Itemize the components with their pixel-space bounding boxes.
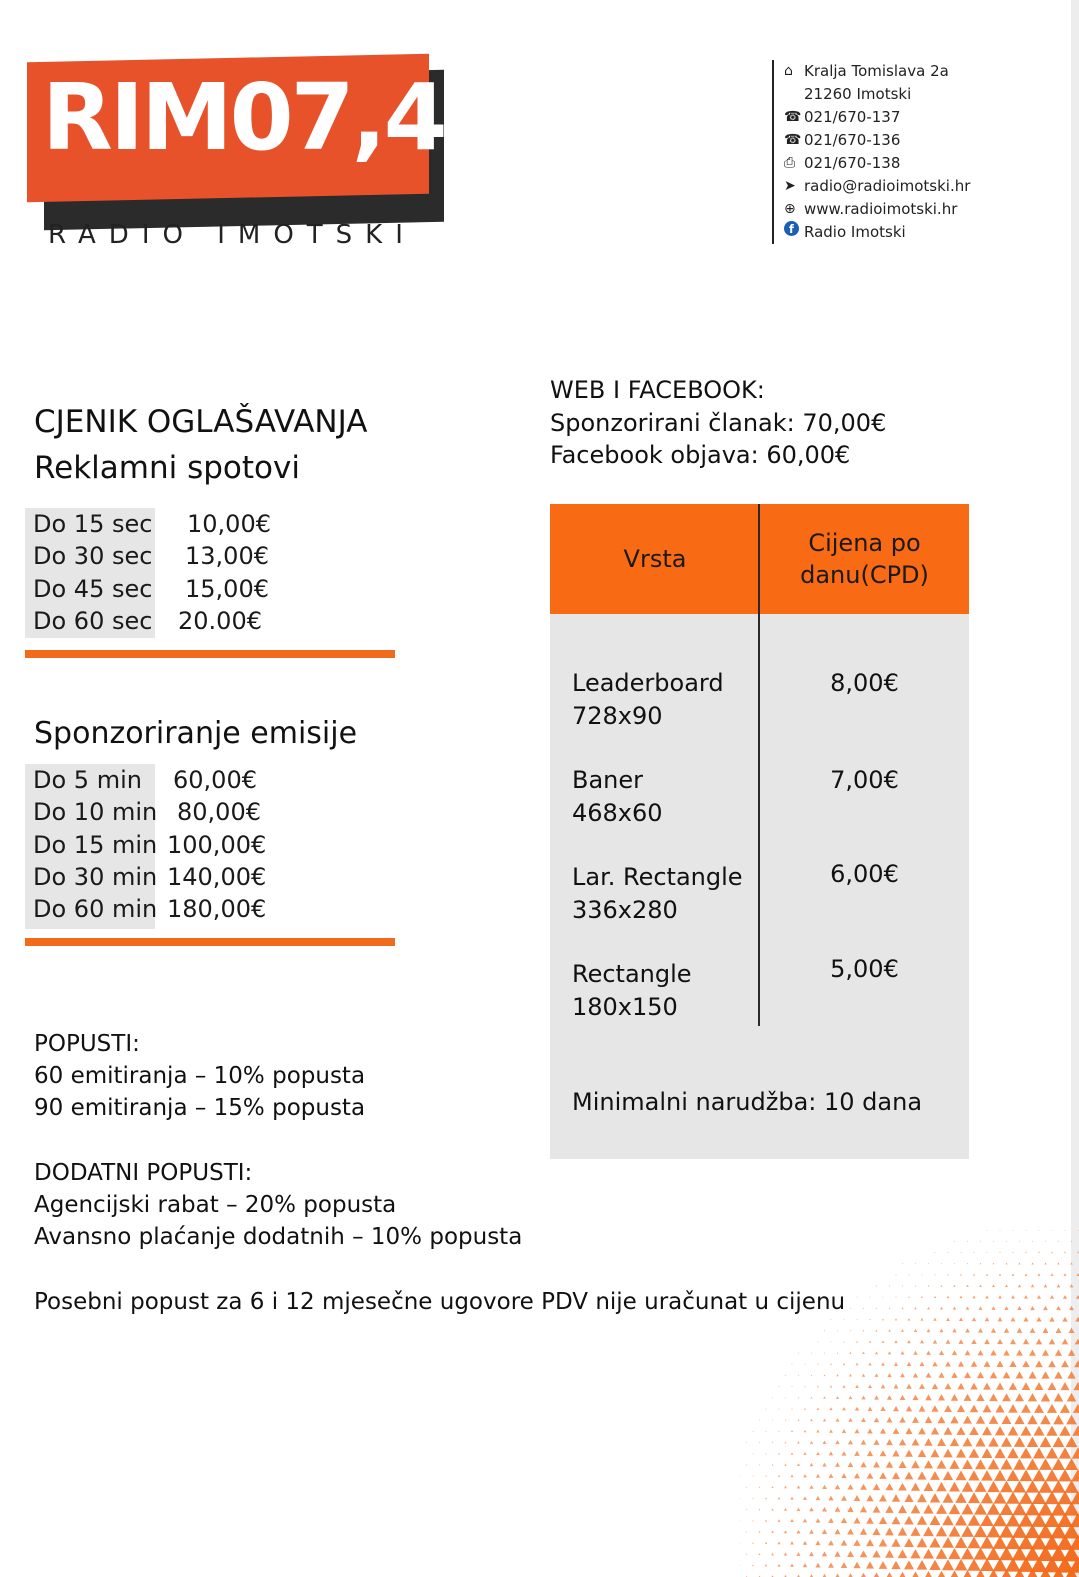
special-discount-note: Posebni popust za 6 i 12 mjesečne ugovore PDV nije uračunat u cijenu xyxy=(34,1289,846,1315)
spots-price-list xyxy=(25,508,395,638)
extra-discounts-title: DODATNI POPUSTI: xyxy=(34,1160,253,1186)
phone-icon: ☎ xyxy=(784,109,802,125)
table-row: Lar. Rectangle 336x280 6,00€ xyxy=(572,860,899,924)
minimum-order-note: Minimalni narudžba: 10 dana xyxy=(572,1088,923,1116)
list-item: Do 30 min 140,00€ xyxy=(33,862,267,891)
list-item: Do 60 min 180,00€ xyxy=(33,895,267,924)
sponsored-article-price: Sponzorirani članak: 70,00€ xyxy=(550,408,887,437)
globe-icon: ⊕ xyxy=(784,201,796,217)
contact-website[interactable]: ⊕ www.radioimotski.hr xyxy=(784,198,970,221)
banner-price-table xyxy=(550,504,969,1159)
list-item: Do 15 sec 10,00€ xyxy=(33,510,271,538)
home-icon: ⌂ xyxy=(784,63,793,79)
contact-fax: ⎙ 021/670-138 xyxy=(784,152,970,175)
logo-main-text: RIM07,4 xyxy=(42,64,445,171)
divider xyxy=(25,938,395,946)
discounts-title: POPUSTI: xyxy=(34,1031,140,1057)
contact-facebook[interactable]: f Radio Imotski xyxy=(784,221,970,244)
discount-item: 90 emitiranja – 15% popusta xyxy=(34,1095,366,1121)
list-item: Do 30 sec 13,00€ xyxy=(33,542,269,571)
column-header-price: Cijena po danu(CPD) xyxy=(800,529,929,589)
web-title: WEB I FACEBOOK: xyxy=(550,376,765,404)
list-item: Do 45 sec 15,00€ xyxy=(33,574,269,603)
list-item: Do 10 min 80,00€ xyxy=(33,798,261,827)
phone-icon: ☎ xyxy=(784,132,802,148)
svg-text:f: f xyxy=(788,223,794,236)
contact-phone-2: ☎ 021/670-136 xyxy=(784,129,970,152)
logo-subtitle: RADIO IMOTSKI xyxy=(48,220,416,250)
column-header-type: Vrsta xyxy=(623,545,687,573)
table-row: Baner 468x60 7,00€ xyxy=(572,766,899,827)
decorative-pattern xyxy=(740,1230,1079,1577)
extra-discount-item: Avansno plaćanje dodatnih – 10% popusta xyxy=(34,1224,523,1250)
contact-city: 21260 Imotski xyxy=(804,85,912,103)
contact-email[interactable]: ➤ radio@radioimotski.hr xyxy=(784,175,970,198)
extra-discount-item: Agencijski rabat – 20% popusta xyxy=(34,1192,397,1218)
list-item: Do 5 min 60,00€ xyxy=(33,766,257,794)
contact-address: ⌂ Kralja Tomislava 2a xyxy=(784,60,970,83)
list-item: Do 15 min 100,00€ xyxy=(33,830,267,859)
send-icon: ➤ xyxy=(784,178,796,194)
facebook-post-price: Facebook objava: 60,00€ xyxy=(550,441,851,469)
fax-icon: ⎙ xyxy=(784,155,796,171)
table-row: Rectangle 180x150 5,00€ xyxy=(572,955,899,1021)
page-title: CJENIK OGLAŠAVANJA xyxy=(34,404,368,440)
divider xyxy=(25,650,395,658)
contact-block xyxy=(772,60,970,244)
contact-phone-1: ☎ 021/670-137 xyxy=(784,106,970,129)
table-row: Leaderboard 728x90 8,00€ xyxy=(572,669,899,730)
spots-title: Reklamni spotovi xyxy=(34,450,300,486)
sponsorship-price-list xyxy=(25,764,395,929)
web-facebook-section xyxy=(550,374,886,472)
sponsorship-title: Sponzoriranje emisije xyxy=(34,716,358,751)
facebook-icon xyxy=(784,221,804,244)
list-item: Do 60 sec 20.00€ xyxy=(33,606,262,635)
discount-item: 60 emitiranja – 10% popusta xyxy=(34,1063,366,1089)
